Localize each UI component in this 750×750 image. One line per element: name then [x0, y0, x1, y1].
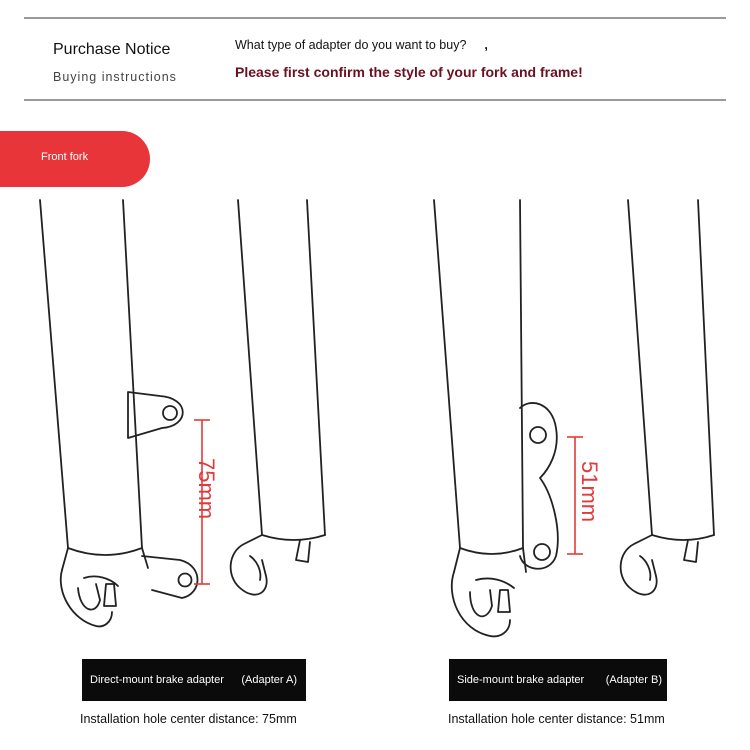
mount-tab-lower-a — [142, 556, 198, 598]
buying-instructions-subtitle: Buying instructions — [53, 70, 177, 84]
fork-b-right-leg — [621, 200, 714, 595]
side-mount-tab-b — [520, 403, 558, 569]
purchase-notice-title: Purchase Notice — [53, 41, 171, 58]
adapter-a-label — [82, 659, 306, 701]
fork-a-left-leg — [40, 200, 148, 626]
front-fork-tab-label: Front fork — [41, 151, 89, 163]
dimension-label-b: 51mm — [577, 461, 602, 523]
adapter-b-name: Side-mount brake adapter — [457, 674, 585, 686]
adapter-b-label — [449, 659, 667, 701]
adapter-question-text: What type of adapter do you want to buy? — [235, 38, 467, 52]
adapter-b-type: (Adapter B) — [605, 674, 662, 686]
adapter-a-caption: Installation hole center distance: 75mm — [80, 712, 297, 726]
adapter-b-caption: Installation hole center distance: 51mm — [448, 712, 665, 726]
dimension-label-a: 75mm — [194, 458, 219, 520]
adapter-a-name: Direct-mount brake adapter — [90, 674, 224, 686]
fork-b-left-leg — [434, 200, 526, 636]
fork-a-right-leg — [231, 200, 325, 595]
question-mark: , — [484, 38, 488, 52]
confirm-instruction: Please first confirm the style of your fork and frame! — [235, 64, 583, 80]
adapter-a-type: (Adapter A) — [241, 674, 297, 686]
